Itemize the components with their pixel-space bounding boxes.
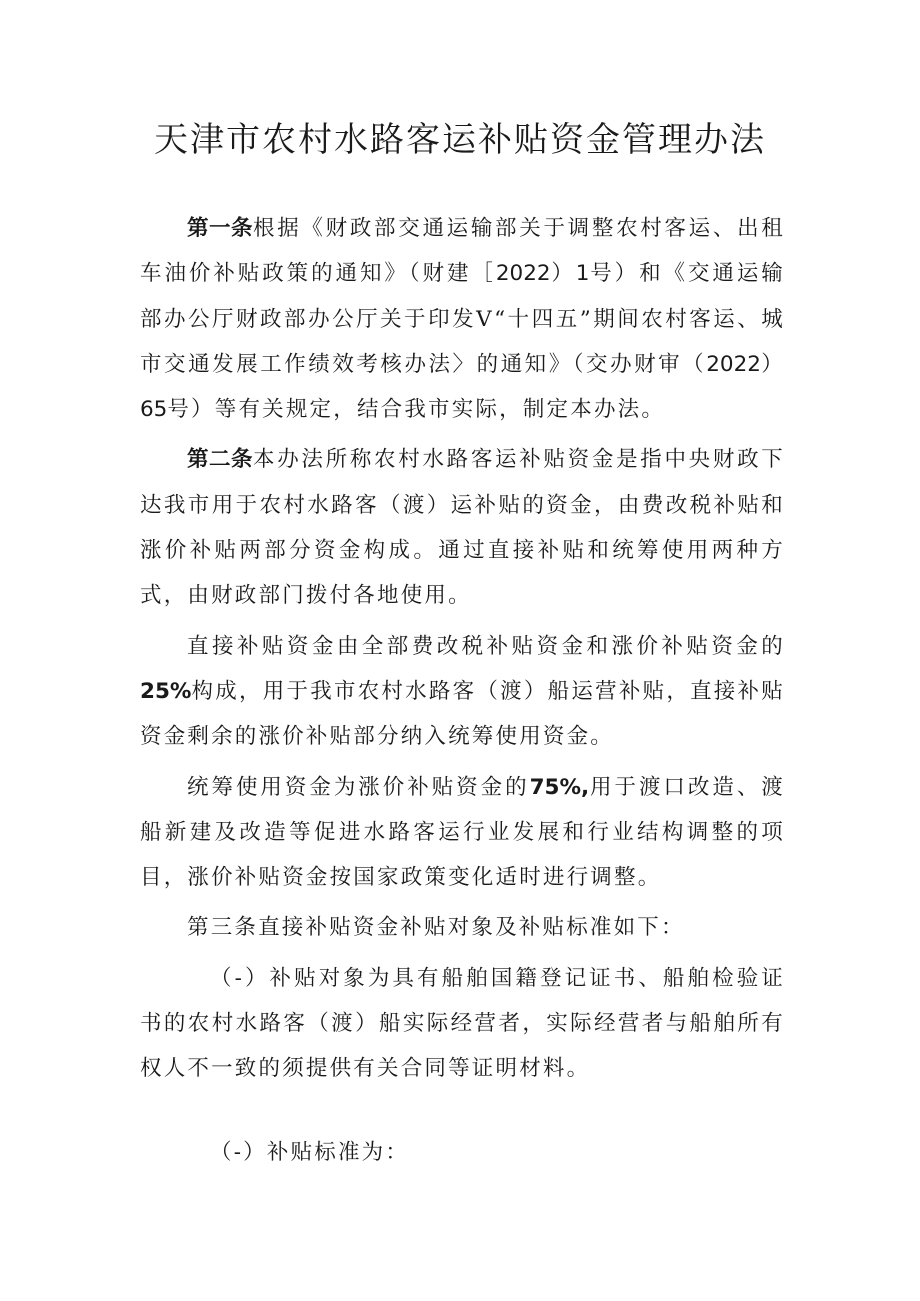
direct-subsidy-text-a: 直接补贴资金由全部费改税补贴资金和涨价补贴资金的 — [187, 633, 785, 659]
document-title: 天津市农村水路客运补贴资金管理办法 — [154, 120, 766, 160]
article-1-text-b: ） — [550, 261, 576, 287]
pooled-funds-percent: 75%, — [529, 774, 590, 800]
direct-subsidy-percent: 25% — [140, 678, 192, 704]
article-2-paragraph — [140, 437, 785, 618]
article-1-doc-number-1: 1 — [575, 261, 590, 287]
direct-subsidy-text-b: 构成，用于我市农村水路客（渡）船运营补贴，直接补贴资金剩余的涨价补贴部分纳入统筹使用资金。 — [140, 678, 785, 750]
article-1-text-c: 号）和《交通运输部办公厅财政部办公厅关于印发Ⅴ“十四五”期间农村客运、城市交通发展工作绩效考核办法〉的通知》（交办财审（ — [140, 261, 785, 377]
article-1-text-d: ） — [760, 351, 785, 377]
article-1-year-2: 2022 — [706, 351, 761, 377]
direct-subsidy-paragraph — [140, 624, 785, 760]
document-body — [140, 206, 785, 1175]
pooled-funds-text-b: 用于渡口改造、渡船新建及改造等促进水路客运行业发展和行业结构调整的项目，涨价补贴资金按国家政策变化适时进行调整。 — [140, 774, 785, 891]
article-2-heading: 第二条 — [187, 447, 254, 473]
pooled-funds-paragraph — [140, 765, 785, 901]
article-2-text: 本办法所称农村水路客运补贴资金是指中央财政下达我市用于农村水路客（渡）运补贴的资金，由费改税补贴和涨价补贴两部分资金构成。通过直接补贴和统筹使用两种方式，由财政部门拨付各地使用。 — [140, 447, 785, 609]
article-1-text-e: 号）等有关规定，结合我市实际，制定本办法。 — [167, 397, 666, 423]
subsidy-standard-paragraph: （-）补贴标准为： — [210, 1139, 410, 1165]
article-1-text-a: 根据《财政部交通运输部关于调整农村客运、出租车油价补贴政策的通知》（财建［ — [140, 216, 785, 287]
article-1-year-1: 2022 — [495, 261, 551, 287]
article-3-paragraph: 第三条直接补贴资金补贴对象及补贴标准如下： — [187, 915, 685, 941]
article-1-paragraph — [140, 206, 785, 432]
article-1-doc-number-2: 65 — [140, 397, 168, 423]
subsidy-recipients-paragraph: （-）补贴对象为具有船舶国籍登记证书、船舶检验证书的农村水路客（渡）船实际经营者，实际经营者与船舶所有权人不一致的须提供有关合同等证明材料。 — [140, 965, 785, 1082]
pooled-funds-text-a: 统筹使用资金为涨价补贴资金的 — [187, 774, 530, 800]
article-1-heading: 第一条 — [187, 216, 254, 241]
